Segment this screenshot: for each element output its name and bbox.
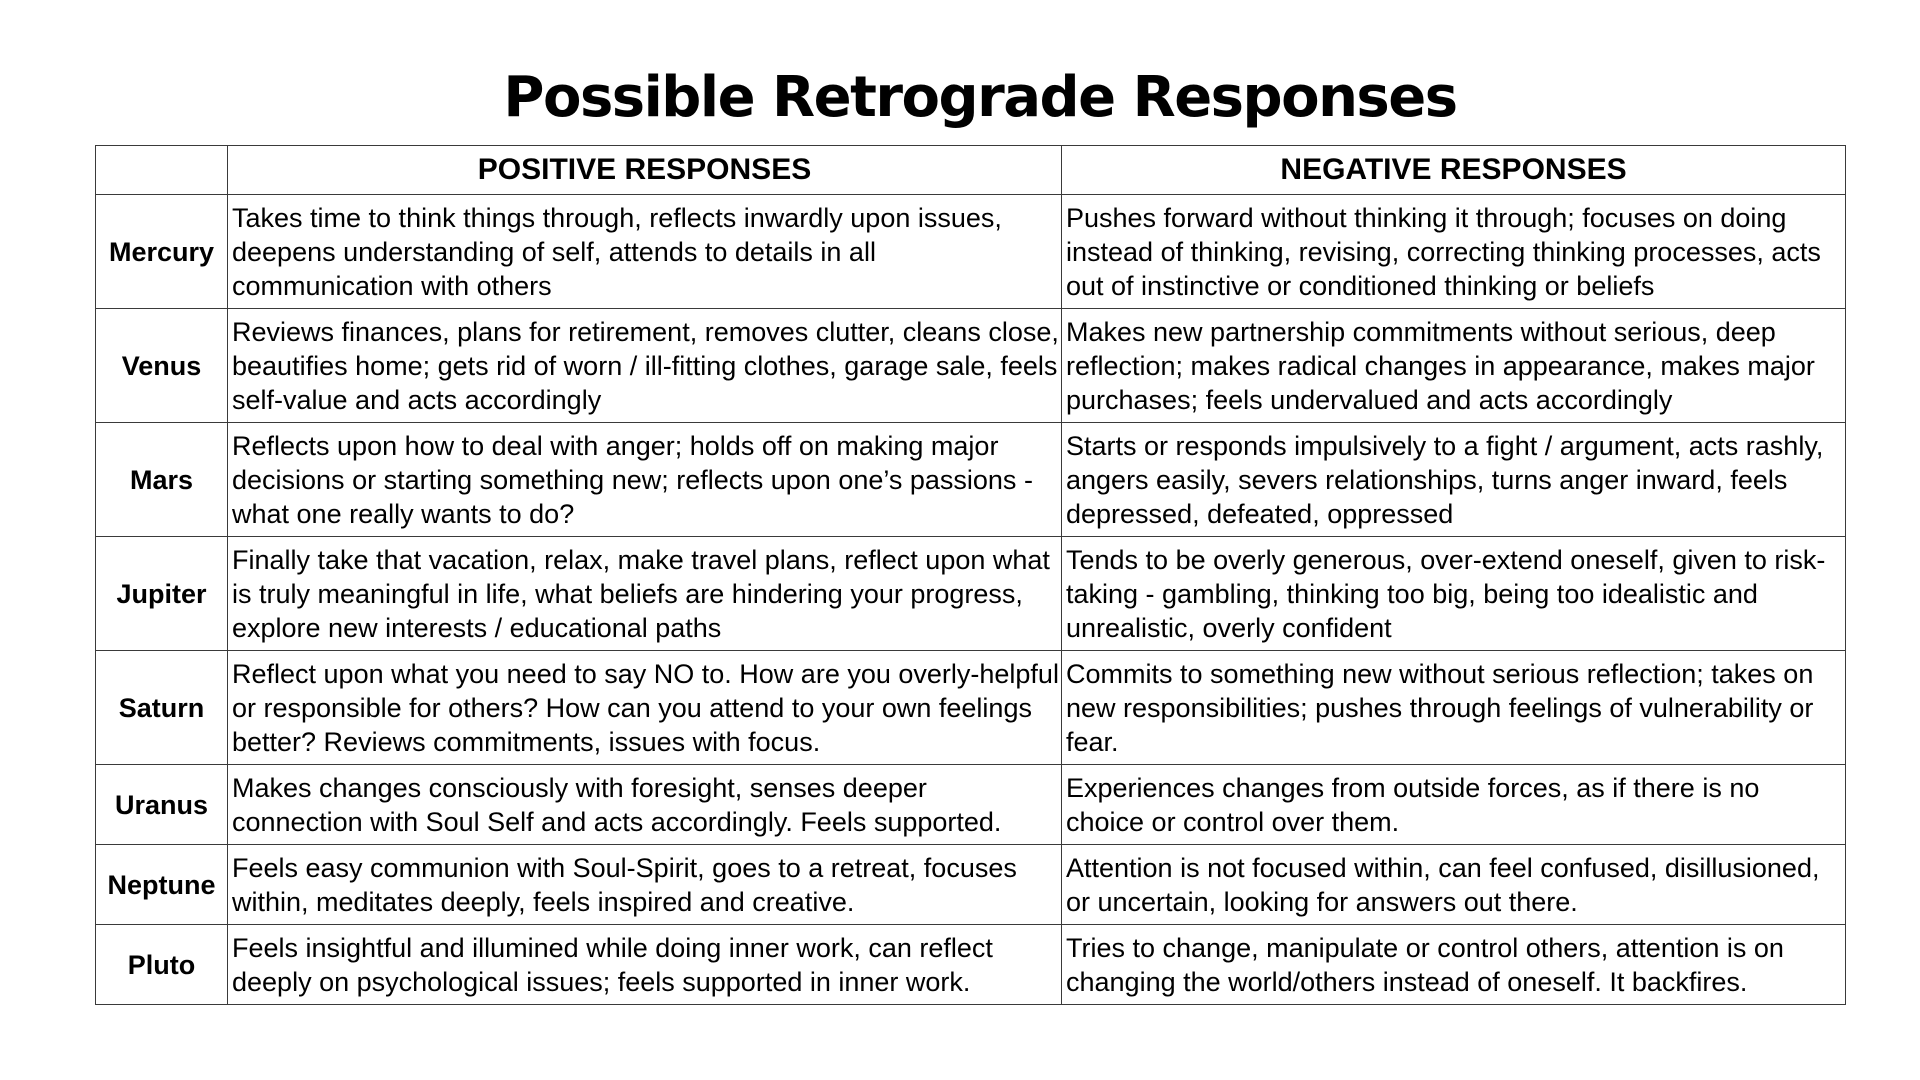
planet-cell: Venus: [96, 309, 228, 423]
negative-cell: Tends to be overly generous, over-extend oneself, given to risk-taking - gambling, thinking too big, being too idealistic and unrealistic, overly confident: [1062, 537, 1846, 651]
negative-responses-header: NEGATIVE RESPONSES: [1062, 146, 1846, 195]
positive-cell: Reflects upon how to deal with anger; holds off on making major decisions or starting something new; reflects upon one’s passions - what one really wants to do?: [228, 423, 1062, 537]
planet-cell: Neptune: [96, 845, 228, 925]
positive-cell: Finally take that vacation, relax, make travel plans, reflect upon what is truly meaningful in life, what beliefs are hindering your progress, explore new interests / educational paths: [228, 537, 1062, 651]
negative-cell: Tries to change, manipulate or control others, attention is on changing the world/others instead of oneself. It backfires.: [1062, 925, 1846, 1005]
page-title: Possible Retrograde Responses: [503, 65, 1457, 130]
planet-cell: Mercury: [96, 195, 228, 309]
planet-cell: Mars: [96, 423, 228, 537]
positive-cell: Reflect upon what you need to say NO to. How are you overly-helpful or responsible for others? How can you attend to your own feelings better? Reviews commitments, issues with focus.: [228, 651, 1062, 765]
positive-cell: Feels insightful and illumined while doing inner work, can reflect deeply on psychological issues; feels supported in inner work.: [228, 925, 1062, 1005]
table-row-pluto: [96, 925, 1846, 1005]
negative-cell: Pushes forward without thinking it through; focuses on doing instead of thinking, revising, correcting thinking processes, acts out of instinctive or conditioned thinking or beliefs: [1062, 195, 1846, 309]
table-row-jupiter: [96, 537, 1846, 651]
table-row-mercury: [96, 195, 1846, 309]
table-row-venus: [96, 309, 1846, 423]
positive-cell: Takes time to think things through, reflects inwardly upon issues, deepens understanding of self, attends to details in all communication with others: [228, 195, 1062, 309]
negative-cell: Experiences changes from outside forces, as if there is no choice or control over them.: [1062, 765, 1846, 845]
table-row-uranus: [96, 765, 1846, 845]
planet-cell: Uranus: [96, 765, 228, 845]
positive-cell: Makes changes consciously with foresight, senses deeper connection with Soul Self and acts accordingly. Feels supported.: [228, 765, 1062, 845]
table-header-row: [96, 146, 1846, 195]
table-row-neptune: [96, 845, 1846, 925]
planet-cell: Jupiter: [96, 537, 228, 651]
negative-cell: Starts or responds impulsively to a fight / argument, acts rashly, angers easily, severs relationships, turns anger inward, feels depressed, defeated, oppressed: [1062, 423, 1846, 537]
planet-cell: Pluto: [96, 925, 228, 1005]
table-row-mars: [96, 423, 1846, 537]
negative-cell: Commits to something new without serious reflection; takes on new responsibilities; pushes through feelings of vulnerability or fear.: [1062, 651, 1846, 765]
table-row-saturn: [96, 651, 1846, 765]
negative-cell: Makes new partnership commitments without serious, deep reflection; makes radical changes in appearance, makes major purchases; feels undervalued and acts accordingly: [1062, 309, 1846, 423]
positive-cell: Reviews finances, plans for retirement, removes clutter, cleans close, beautifies home; gets rid of worn / ill-fitting clothes, garage sale, feels self-value and acts accordingly: [228, 309, 1062, 423]
positive-cell: Feels easy communion with Soul-Spirit, goes to a retreat, focuses within, meditates deeply, feels inspired and creative.: [228, 845, 1062, 925]
planet-cell: Saturn: [96, 651, 228, 765]
positive-responses-header: POSITIVE RESPONSES: [228, 146, 1062, 195]
corner-cell: [96, 146, 228, 195]
retrograde-responses-table: [95, 145, 1846, 1005]
negative-cell: Attention is not focused within, can feel confused, disillusioned, or uncertain, looking for answers out there.: [1062, 845, 1846, 925]
